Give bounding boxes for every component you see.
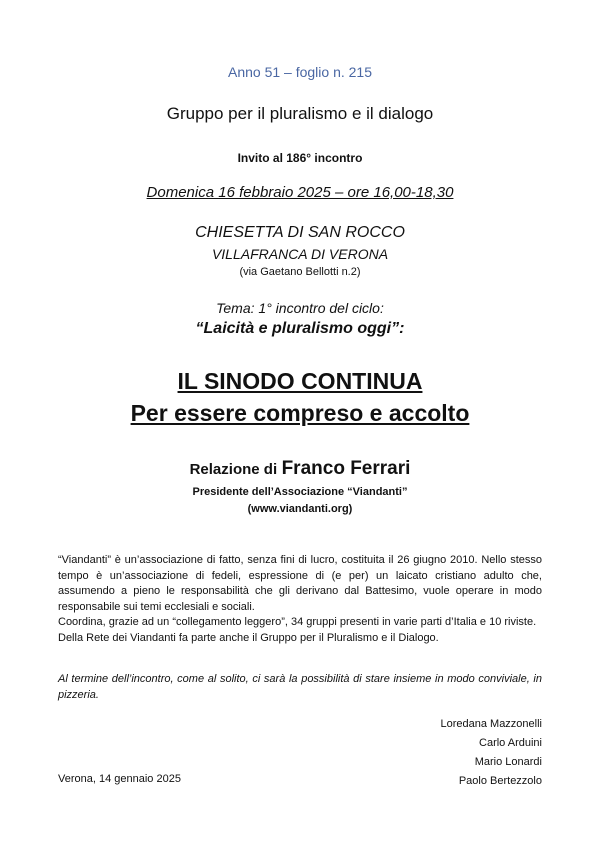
speaker-line [40,458,560,480]
signatures [440,715,542,791]
paragraph-association: “Viandanti” è un’associazione di fatto, senza fini di lucro, costituita il 26 giugno 2010. Nello stesso tempo è un’associazione di fedeli, espressione di (e per) un laicato cristiano adulto che, assumendo a pieno le responsabilità che gli derivano dal Battesimo, vuole operare in modo responsabile sui temi ecclesiali e sociali. [58,554,542,613]
signature-name: Carlo Arduini [479,737,542,749]
speaker-website: (www.viandanti.org) [247,503,353,515]
signature-name: Loredana Mazzonelli [440,718,542,730]
main-title: IL SINODO CONTINUA [177,368,423,394]
group-name: Gruppo per il pluralismo e il dialogo [166,104,434,123]
signature-name: Mario Lonardi [474,756,542,768]
speaker-role: Presidente dell’Associazione “Viandanti” [192,486,408,498]
body-paragraphs [58,553,542,647]
signature-name: Paolo Bertezzolo [458,775,542,787]
venue-name: CHIESETTA DI SAN ROCCO [195,224,405,241]
event-date: Domenica 16 febbraio 2025 – ore 16,00-18,30 [146,184,454,201]
venue-city: VILLAFRANCA DI VERONA [211,246,389,262]
paragraph-network: Della Rete dei Viandanti fa parte anche il Gruppo per il Pluralismo e il Dialogo. [58,631,439,644]
theme-cycle: “Laicità e pluralismo oggi”: [195,320,405,337]
venue-address: (via Gaetano Bellotti n.2) [239,266,361,278]
place-date: Verona, 14 gennaio 2025 [58,773,181,785]
subtitle: Per essere compreso e accolto [130,400,470,426]
speaker-name: Franco Ferrari [281,458,411,479]
speaker-prefix: Relazione di [189,461,278,478]
issue-number: Anno 51 – foglio n. 215 [227,64,372,80]
theme-intro: Tema: 1° incontro del ciclo: [216,300,384,316]
invite-line: Invito al 186° incontro [237,151,363,165]
paragraph-closing: Al termine dell’incontro, come al solito, ci sarà la possibilità di stare insieme in modo conviviale, in pizzeria. [58,673,542,701]
paragraph-coordination: Coordina, grazie ad un “collegamento leggero”, 34 gruppi presenti in varie parti d’Italia e 10 riviste. [58,616,537,629]
